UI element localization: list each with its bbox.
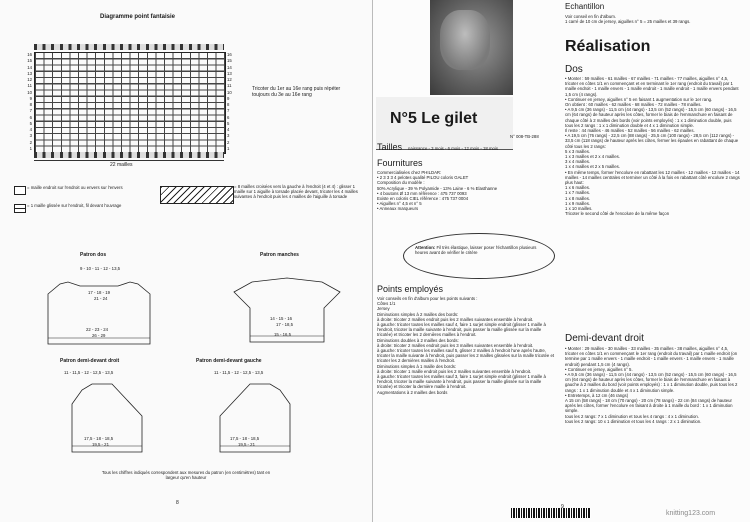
- back-meas-top: 9 - 10 - 11 - 12 - 13,5: [80, 266, 121, 271]
- sleeve-pattern-drawing: [232, 270, 342, 350]
- front-left-drawing: [200, 376, 310, 460]
- stitches-measure-line: [34, 160, 224, 161]
- model-title: N°5 Le gilet: [390, 110, 478, 127]
- legend-slip-text: = 1 maille glissée sur l'endroit, fil devant l'ouvrage: [27, 203, 122, 208]
- fournitures-text: Commercialisées chez PHILDAR: • 2 3 3 3 4 pelotes qualité PILOU coloris GALET Composition du modèle : 50% Acrylique - 39 % Polyamide - 13% Laine - 6 % Elasthanne • 4 boutons Ø 13 mm référence : 475 737 0093 Existe en coloris CIEL référence : 475 737 0004 • Aiguilles n° 4,5 et n° 5 • Anneaux marqueurs: [377, 170, 498, 212]
- watermark-text: knitting123.com: [666, 510, 716, 517]
- stitch-chart-grid: [34, 52, 226, 154]
- chart-row-number: 4: [227, 127, 230, 132]
- demi-devant-title: Demi-devant droit: [565, 333, 644, 344]
- chart-row-number: 16: [227, 52, 232, 57]
- chart-row-number: 12: [227, 77, 232, 82]
- left-page-number: 8: [176, 500, 179, 506]
- attention-label: Attention:: [415, 245, 436, 250]
- tailles-values: naissance - 3 mois - 6 mois - 12 mois - 18 mois: [408, 146, 499, 151]
- points-text: Voir conseils en fin d'album pour les points suivants : Côtes 1/1 Jersey Diminutions simples à 2 mailles des bords: à droite: tricoter 2 mailles endroit puis les 2 mailles suivantes ensemble à l'endroit. à gauche: tricoter toutes les mailles sauf 4, faire 1 surjet simple endroit (glisser 1 maille à l'endroit, tricoter la maille suivante à l'endroit, puis passer la maille glissée sur la maille tricotée) et tricoter les 2 dernières mailles à l'endroit. Diminutions doubles à 2 mailles des bords: à droite: tricoter 2 mailles endroit puis les 3 mailles suivantes ensemble à l'endroit. à gauche: tricoter toutes les mailles sauf 5, glisser 2 mailles à l'endroit l'une après l'autre, tricoter la maille suivante à l'endroit, puis passer les 2 mailles glissées sur la maille tricotée et tricoter les 2 dernières mailles à l'endroit. Diminutions simples à 1 maille des bords: à droite: tricoter 1 maille endroit puis les 2 mailles suivantes ensemble à l'endroit. à gauche: tricoter toutes les mailles sauf 3, faire 1 surjet simple endroit (glisser 1 maille à l'endroit, tricoter la maille suivante à l'endroit, puis passer la maille glissée sur la maille tricotée) et tricoter la dernière maille à l'endroit. Augmentations à 2 mailles des bords: [377, 296, 555, 395]
- attention-box: [415, 245, 545, 255]
- chart-bottom-band: [34, 152, 224, 158]
- chart-row-number: 5: [29, 120, 32, 126]
- chart-row-number: 8: [227, 102, 230, 107]
- sleeve-meas-mid: 14 - 15 - 16: [270, 316, 292, 321]
- chart-row-number: 6: [227, 114, 230, 120]
- front-left-meas-bottom: 17,5 - 18 - 18,5: [230, 436, 260, 441]
- legend-cable-symbol: [160, 186, 234, 204]
- chart-row-number: 13: [27, 70, 32, 76]
- front-right-title: Patron demi-devant droit: [60, 358, 120, 364]
- chart-row-number: 8: [29, 102, 32, 107]
- chart-row-number: 1: [227, 145, 230, 151]
- chart-row-number: 7: [227, 108, 230, 114]
- back-meas-bottom: 22 - 23 - 24: [86, 327, 108, 332]
- front-right-meas-bottom2: 19,5 - 21: [92, 442, 109, 447]
- chart-row-numbers-left: [22, 52, 32, 152]
- front-left-meas-bottom2: 19,5 - 21: [238, 442, 255, 447]
- back-meas-mid: 17 - 18 - 19: [88, 290, 110, 295]
- points-title: Points employés: [377, 284, 444, 294]
- left-page: [0, 0, 373, 522]
- chart-top-band: [34, 44, 224, 50]
- fournitures-title: Fournitures: [377, 158, 423, 168]
- baby-photo-highlight: [440, 10, 490, 70]
- chart-row-number: 10: [227, 89, 232, 95]
- pattern-sleeves-title: Patron manches: [260, 252, 299, 258]
- front-left-title: Patron demi-devant gauche: [196, 358, 262, 364]
- dos-title: Dos: [565, 64, 583, 75]
- back-meas-bottom2: 26 - 29: [92, 333, 106, 338]
- front-right-meas-top: 11 - 11,5 - 12 - 12,5 - 13,5: [64, 370, 114, 375]
- chart-row-number: 6: [29, 114, 32, 120]
- sleeve-meas-bottom: 15 - 16,5: [274, 332, 291, 337]
- tailles-label: Tailles: [377, 142, 403, 152]
- legend-plain-symbol: [14, 186, 26, 195]
- right-page-number: 9: [561, 504, 564, 510]
- sleeve-meas-mid2: 17 - 18,5: [276, 322, 293, 327]
- attention-oval: [403, 233, 555, 279]
- demi-devant-text: • Monter : 29 mailles - 30 mailles - 33 mailles - 35 mailles - 38 mailles, aiguilles n° 4,5, tricoter en côtes 1/1 en commençant le 1er rang (endroit du travail) par 1 maille endroit (on termine par 1 maille envers - 1 maille endroit - 1 maille envers - 1 maille envers - 1 maille endroit) pendant 1,5 cm (4 rangs). • Continuer en jersey, aiguilles n° 5. • A 9,5 cm (36 rangs) - 11,5 cm (44 rangs) - 13,5 cm (52 rangs) - 15,5 cm (60 rangs) - 16,5 cm (64 rangs) de hauteur après les côtes, former le biais de l'emmanchure en faisant à gauche à 2 mailles du bord (voir points employés) : 1 x 1 diminution double, puis tous les 2 rangs : 1 x 1 diminution double et 4 x 1 diminution simple. • Entretemps, à 12 cm (46 rangs) A 15 cm (58 rangs) - 18 cm (70 rangs) - 20 cm (78 rangs) - 22 cm (84 rangs) de hauteur après les côtes, former l'encolure en faisant à droite à 1 maille du bord : 1 x 1 diminution simple. tous les 2 rangs: 7 x 1 diminution et tous les 4 rangs : 4 x 1 diminution. tous les 2 rangs: 10 x 1 diminution et tous les 4 rangs : 2 x 1 diminution.: [565, 346, 738, 424]
- chart-row-number: 3: [29, 133, 32, 139]
- chart-row-number: 10: [27, 89, 32, 95]
- chart-row-number: 7: [29, 108, 32, 114]
- chart-row-number: 15: [227, 58, 232, 64]
- chart-row-number: 13: [227, 70, 232, 76]
- chart-row-number: 14: [227, 64, 232, 70]
- chart-row-number: 3: [227, 133, 230, 139]
- dos-text: • Monter : 59 mailles - 61 mailles - 67 mailles - 71 mailles - 77 mailles, aiguilles n° 4,5, tricoter en côtes 1/1 en commençant et en terminant le 1er rang (endroit du travail) par 1 maille endroit - 1 maille envers - 1 maille endroit - 1 maille endroit - 1 maille envers pendant 1,5 cm (4 rangs). • Continuer en jersey, aiguilles n° 5 en faisant 1 augmentation sur le 1er rang. On obtient : 60 mailles - 62 mailles - 68 mailles - 72 mailles - 78 mailles. • A 9,5 cm (36 rangs) - 11,5 cm (44 rangs) - 13,5 cm (52 rangs) - 15,5 cm (60 rangs) - 16,5 cm (64 rangs) de hauteur après les côtes, former le biais de l'emmanchure en faisant de chaque côté à 2 mailles des bords (voir points employés) : 1 x 1 diminution double, puis tous les 2 rangs : 1 x 1 diminution double et 4 x 1 diminution simple. Il reste : 44 mailles - 46 mailles - 52 mailles - 56 mailles - 62 mailles. • A 19,5 cm (76 rangs) - 22,5 cm (88 rangs) - 25,5 cm (100 rangs) - 28,5 cm (112 rangs) - 33,5 cm (118 rangs) de hauteur après les côtes, fermer les épaules en rabattant de chaque côté tous les 2 rangs: 5 x 3 mailles. 1 x 3 mailles et 2 x 4 mailles. 3 x 4 mailles. 1 x 4 mailles et 2 x 5 mailles. • En même temps, former l'encolure en rabattant les 12 mailles - 12 mailles - 12 mailles - 14 mailles - 14 mailles centrales et terminer un côté à la fois en rabattant côté encolure 2 rangs plus haut: 1 x 6 mailles. 1 x 7 mailles. 1 x 8 mailles. 1 x 9 mailles. 1 x 10 mailles. Tricoter le second côté de l'encolure de la même façon: [565, 76, 740, 217]
- chart-row-number: 4: [29, 127, 32, 132]
- pattern-back-title: Patron dos: [80, 252, 107, 258]
- legend-slip-symbol: [14, 204, 26, 213]
- chart-row-number: 11: [27, 83, 32, 89]
- chart-row-number: 9: [29, 95, 32, 101]
- chart-title: Diagramme point fantaisie: [100, 14, 176, 20]
- pattern-footnote: Tous les chiffres indiqués correspondent aux mesures du patron (en centimètres) tant en largeur qu'en hauteur: [101, 470, 271, 481]
- stitches-label: 22 mailles: [110, 162, 133, 168]
- model-reference: N° 008-TB-288: [510, 134, 539, 139]
- chart-row-number: 16: [27, 52, 32, 57]
- chart-row-number: 14: [27, 64, 32, 70]
- chart-row-number: 9: [227, 95, 230, 101]
- chart-row-number: 5: [227, 120, 230, 126]
- chart-row-number: 15: [27, 58, 32, 64]
- echantillon-text: Voir conseil en fin d'album. 1 carré de 10 cm de jersey, aiguilles n° 5 = 25 mailles et 39 rangs.: [565, 14, 691, 25]
- legend-cable-text: = 8 mailles croisées vers la gauche à l'endroit (4 et 4) : glisser 1 maille sur 1 aiguille à torsade placée devant, tricoter les 4 mailles suivantes à l'endroit puis les 4 mailles de l'aiguille à torsade: [234, 184, 358, 200]
- barcode: [511, 508, 591, 518]
- legend-plain-text: = maille endroit sur l'endroit ou envers sur l'envers: [27, 185, 123, 190]
- repeat-note: Tricoter du 1er au 16e rang puis répéter toujours du 3e au 16e rang: [252, 86, 341, 98]
- chart-row-number: 2: [227, 139, 230, 145]
- chart-row-number: 11: [227, 83, 232, 89]
- back-pattern-drawing: [38, 264, 168, 354]
- chart-row-number: 1: [29, 145, 32, 151]
- back-meas-mid2: 21 - 24: [94, 296, 108, 301]
- front-right-meas-bottom: 17,5 - 18 - 18,5: [84, 436, 114, 441]
- front-right-drawing: [52, 376, 162, 460]
- front-left-meas-top: 11 - 11,5 - 12 - 12,5 - 13,5: [214, 370, 264, 375]
- realisation-title: Réalisation: [565, 38, 651, 55]
- attention-text: Fil très élastique, laisser poser l'échantillon plusieurs heures avant de vérifier le critère: [415, 245, 537, 256]
- chart-row-number: 12: [27, 77, 32, 82]
- chart-row-numbers-right: [227, 52, 237, 152]
- echantillon-title: Echantillon: [565, 2, 605, 11]
- chart-row-number: 2: [29, 139, 32, 145]
